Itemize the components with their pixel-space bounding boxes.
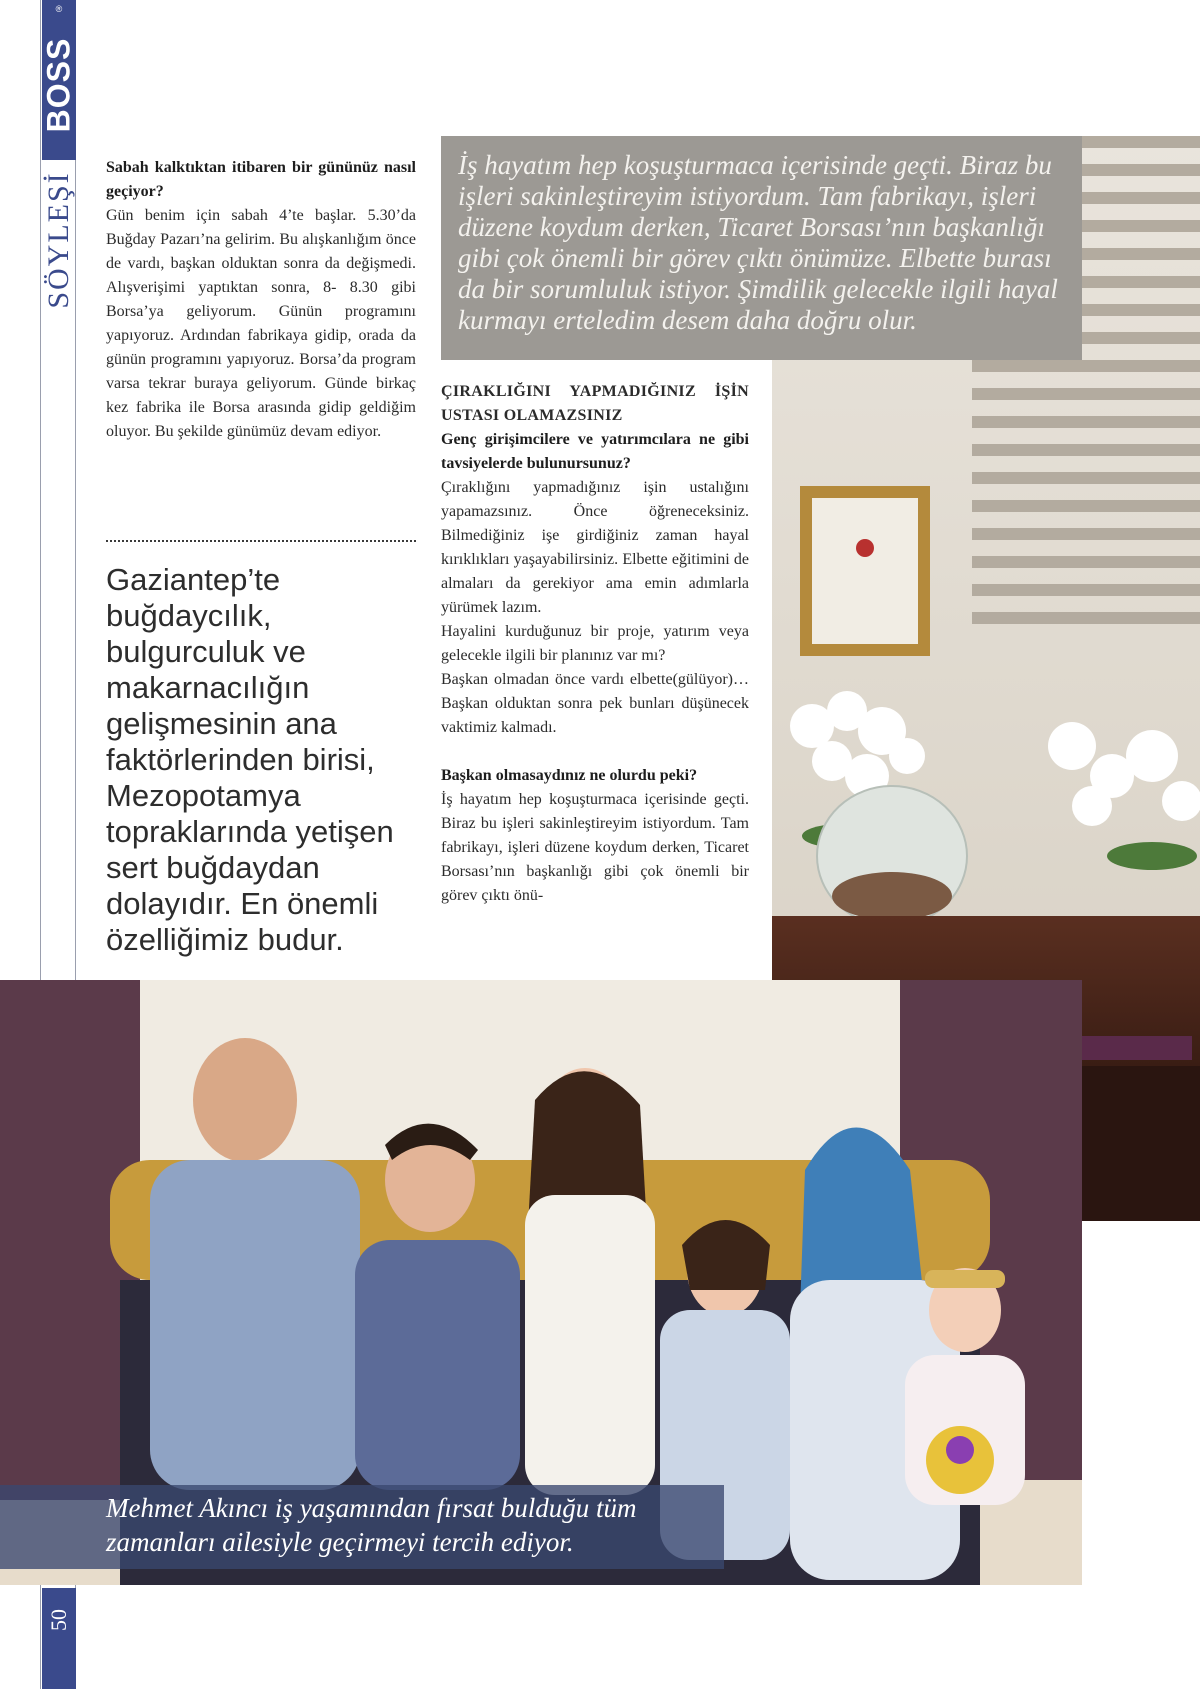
question-3: Hayalini kurduğunuz bir proje, yatırım veya gelecekle ilgili bir planınız var mı? bbox=[441, 623, 749, 664]
question-1: Sabah kalktıktan itibaren bir gününüz nasıl geçiyor? bbox=[106, 159, 416, 200]
column-2 bbox=[441, 380, 749, 908]
page-number-text: 50 bbox=[46, 1609, 71, 1631]
photo-caption: Mehmet Akıncı iş yaşamından fırsat bulduğu tüm zamanları ailesiyle geçirmeyi tercih ediyor. bbox=[106, 1493, 637, 1557]
brand-logo bbox=[42, 20, 76, 150]
section-label-text: SÖYLEŞİ bbox=[42, 171, 75, 309]
answer-4: İş hayatım hep koşuşturmaca içerisinde geçti. Biraz bu işleri sakinleştireyim istiyordum. Tam fabrikayı, işleri düzene koydum derken, Ticaret Borsası’nın başkanlığı gibi çok önemli bir görev çıktı önü- bbox=[441, 791, 749, 904]
page-number bbox=[42, 1600, 76, 1640]
pull-quote: Gaziantep’te buğdaycılık, bulgurculuk ve makarnacılığın gelişmesinin ana faktörlerinden birisi, Mezopotamya topraklarında yetişen sert buğdaydan dolayıdır. En önemli özelliğimiz budur. bbox=[106, 562, 394, 957]
answer-2: Çıraklığını yapmadığınız işin ustalığını yapamazsınız. Önce öğreneceksiniz. Bilmediğiniz işe girdiğiniz zaman hayal kırıklıkları yaşayabilirsiniz. Elbette eğitimini de almaları da gerekiyor ama emin adımlarla yürümek lazım. bbox=[441, 479, 749, 616]
brand-logo-text: BOSS bbox=[40, 37, 77, 133]
dotted-divider bbox=[106, 540, 416, 542]
highlight-quote: İş hayatım hep koşuşturmaca içerisinde geçti. Biraz bu işleri sakinleştireyim istiyordum. Tam fabrikayı, işleri düzene koydum derken, Ticaret Borsası’nın başkanlığı gibi çok önemli bir görev çıktı önümüze. Elbette burası da bir sorumluluk istiyor. Şimdilik gelecekle ilgili hayal kurmayı erteledim desem daha doğru olur. bbox=[458, 150, 1058, 335]
section-label bbox=[42, 160, 76, 320]
registered-mark: ® bbox=[55, 4, 63, 14]
column-1 bbox=[106, 156, 416, 444]
answer-3: Başkan olmadan önce vardı elbette(gülüyor)… Başkan olduktan sonra pek bunları düşünecek vaktimiz kalmadı. bbox=[441, 671, 749, 736]
question-4: Başkan olmasaydınız ne olurdu peki? bbox=[441, 767, 698, 784]
section-heading: ÇIRAKLIĞINI YAPMADIĞINIZ İŞİN USTASI OLAMAZSINIZ bbox=[441, 383, 749, 424]
paragraph-spacer bbox=[441, 740, 749, 764]
question-2: Genç girişimcilere ve yatırımcılara ne gibi tavsiyelerde bulunursunuz? bbox=[441, 431, 749, 472]
answer-1: Gün benim için sabah 4’te başlar. 5.30’da Buğday Pazarı’na gelirim. Bu alışkanlığım önce de vardı, başkan olduktan sonra da değişmedi. Alışverişimi yaptıktan sonra, 8- 8.30 gibi Borsa’ya geliyorum. Günün programını yapıyoruz. Ardından fabrikaya gidip, orada da günün programını yapıyoruz. Borsa’da program varsa tekrar buraya geliyorum. Günde birkaç kez fabrika ile Borsa arasında gidip geldiğim oluyor. Bu şekilde günümüz devam ediyor. bbox=[106, 207, 416, 440]
